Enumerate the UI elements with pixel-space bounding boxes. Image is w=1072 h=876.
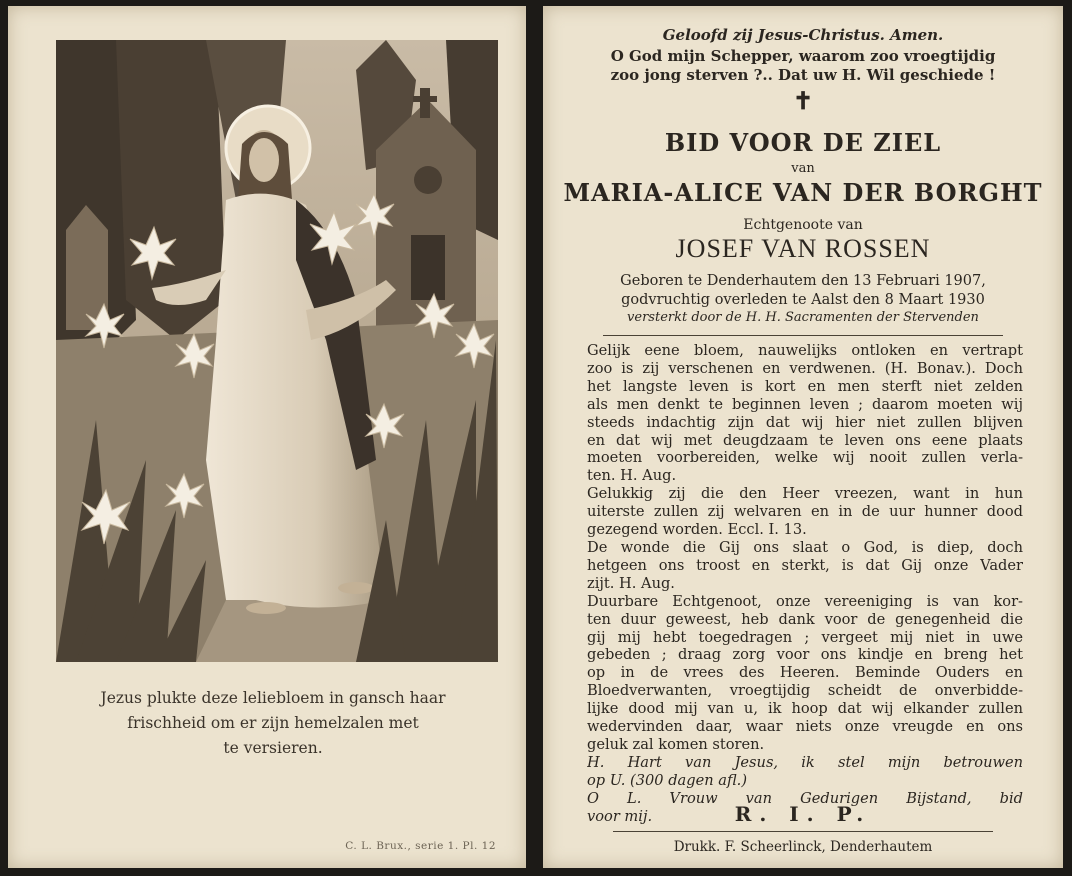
text-line: en dat wij met deugdzaam te leven ons eene plaats <box>587 431 1023 449</box>
prayer-card-front <box>8 6 526 868</box>
text-line: steeds indachtig zijn dat wij hier niet zullen blijven <box>587 413 1023 431</box>
caption-line: te versieren. <box>223 739 323 757</box>
text-line: lijke dood mij van u, ik hoop dat wij elkander zullen <box>587 700 1023 718</box>
spouse-name: JOSEF VAN ROSSEN <box>675 234 931 263</box>
text-line: het langste leven is kort en men sterft niet zelden <box>587 377 1023 395</box>
text-line: ten. H. Aug. <box>587 467 677 485</box>
prayer-card-back <box>543 6 1063 868</box>
birth-line: Geboren te Denderhautem den 13 Februari 1907, <box>620 273 986 289</box>
jesus-lilies-illustration <box>56 40 498 662</box>
text-line: gij mij hebt toegedragen ; vergeet mij niet in uwe <box>587 628 1023 646</box>
caption-line: Jezus plukte deze leliebloem in gansch haar <box>100 689 446 707</box>
text-line: zijt. H. Aug. <box>587 574 675 592</box>
card-title: BID VOOR DE ZIEL <box>664 128 942 157</box>
sacraments-line: versterkt door de H. H. Sacramenten der Stervenden <box>627 310 979 325</box>
text-line: ten duur geweest, heb dank voor de genegenheid die <box>587 610 1023 628</box>
header-line: O God mijn Schepper, waarom zoo vroegtijdig <box>610 47 996 65</box>
text-line: hetgeen ons troost en sterkt, is dat Gij onze Vader <box>587 556 1023 574</box>
text-line: zoo is zij verschenen en verdwenen. (H. Bonav.). Doch <box>587 359 1023 377</box>
prayer-text <box>587 342 1023 825</box>
text-line: H. Hart van Jesus, ik stel mijn betrouwen <box>587 753 1023 771</box>
text-line: moeten voorbereiden, welke wij nooit zullen verla- <box>587 449 1023 467</box>
spouse-label: Echtgenoote van <box>743 217 863 233</box>
deceased-name: MARIA-ALICE VAN DER BORGHT <box>563 178 1043 207</box>
text-line: wedervinden daar, waar niets onze vreugde en ons <box>587 718 1023 736</box>
text-line: voor mij. <box>587 807 653 825</box>
devotional-picture <box>56 40 498 662</box>
text-line: uiterste zullen zij welvaren en in de uur hunner dood <box>587 503 1023 521</box>
header-line: Geloofd zij Jesus-Christus. Amen. <box>662 26 944 44</box>
text-line: als men denkt te beginnen leven ; daarom moeten wij <box>587 395 1023 413</box>
text-line: O L. Vrouw van Gedurigen Bijstand, bid <box>587 789 1023 807</box>
divider <box>603 335 1003 336</box>
text-line: De wonde die Gij ons slaat o God, is diep, doch <box>587 538 1023 556</box>
text-line: geluk zal komen storen. <box>587 735 765 753</box>
rip-label: R. I. P. <box>734 802 872 826</box>
text-line: gezegend worden. Eccl. I. 13. <box>587 521 807 539</box>
text-line: Bloedverwanten, vroegtijdig scheidt de onverbidde- <box>587 682 1023 700</box>
cross-icon: ✝ <box>792 86 814 115</box>
caption-line: frischheid om er zijn hemelzalen met <box>127 714 419 732</box>
publisher-imprint: C. L. Brux., serie 1. Pl. 12 <box>345 840 496 852</box>
header-line: zoo jong sterven ?.. Dat uw H. Wil geschiede ! <box>610 66 996 84</box>
text-line: op in de vrees des Heeren. Beminde Ouders en <box>587 664 1023 682</box>
text-line: Gelukkig zij die den Heer vreezen, want in hun <box>587 485 1023 503</box>
death-line: godvruchtig overleden te Aalst den 8 Maart 1930 <box>621 292 985 308</box>
text-line: op U. (300 dagen afl.) <box>587 771 748 789</box>
text-line: Duurbare Echtgenoot, onze vereeniging is van kor- <box>587 592 1023 610</box>
printer-imprint: Drukk. F. Scheerlinck, Denderhautem <box>673 839 933 855</box>
divider <box>613 831 993 832</box>
text-line: Gelijk eene bloem, nauwelijks ontloken en vertrapt <box>587 342 1023 359</box>
text-line: gebeden ; draag zorg voor ons kindje en breng het <box>587 646 1023 664</box>
picture-caption <box>48 686 498 761</box>
van-label: van <box>791 161 815 176</box>
